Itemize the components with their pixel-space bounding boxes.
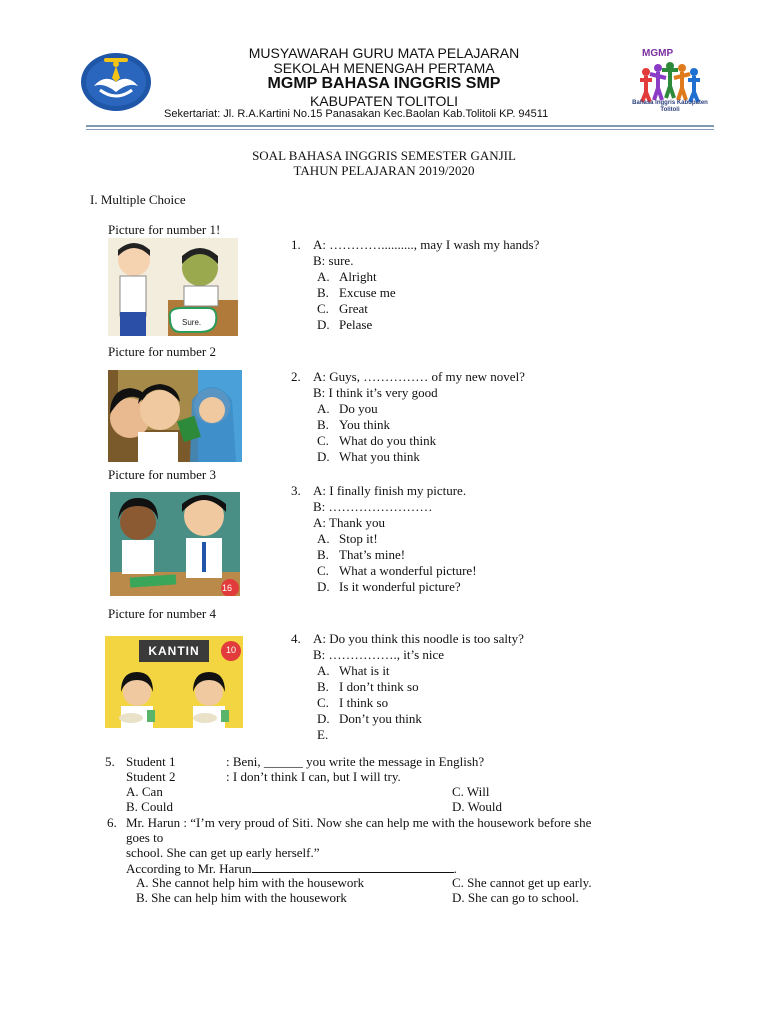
picture-1: [108, 238, 238, 336]
question-5-option-d[interactable]: D. Would: [452, 799, 502, 814]
question-5-student1-label: Student 1: [126, 754, 176, 769]
picture-4-page-badge: 10: [225, 645, 236, 655]
question-6-answer-blank[interactable]: [252, 860, 454, 873]
exam-title: SOAL BAHASA INGGRIS SEMESTER GANJIL: [252, 148, 516, 163]
question-3-line-b: B: ……………………: [313, 499, 433, 514]
picture-label-1: Picture for number 1!: [108, 222, 221, 237]
question-1-line-a: A: ………….........., may I wash my hands?: [313, 237, 540, 252]
header-rule-thin: [86, 129, 714, 130]
question-4-line-b: B: ……………., it’s nice: [313, 647, 445, 662]
question-1-option-b[interactable]: B. Excuse me: [317, 285, 396, 300]
picture-2: [108, 370, 242, 462]
question-6-option-b[interactable]: B. She can help him with the housework: [136, 890, 347, 905]
question-2-number: 2.: [291, 369, 301, 384]
question-3-option-a[interactable]: A. Stop it!: [317, 531, 378, 546]
picture-3: [110, 492, 240, 596]
question-1-option-a[interactable]: A. Alright: [317, 269, 377, 284]
question-6-option-c[interactable]: C. She cannot get up early.: [452, 875, 592, 890]
question-5-option-b[interactable]: B. Could: [126, 799, 173, 814]
question-4-number: 4.: [291, 631, 301, 646]
exam-year: TAHUN PELAJARAN 2019/2020: [293, 163, 475, 178]
right-logo-title: MGMP: [642, 48, 674, 59]
question-2-option-b[interactable]: B. You think: [317, 417, 391, 432]
question-4-option-a[interactable]: A. What is it: [317, 663, 390, 678]
question-6-line4: According to Mr. Harun .: [126, 861, 457, 876]
picture-label-3: Picture for number 3: [108, 467, 216, 482]
question-6-line2: goes to: [126, 830, 164, 845]
question-4-option-e[interactable]: E.: [317, 727, 329, 742]
picture-3-page-badge: 16: [222, 583, 233, 593]
question-6-option-d[interactable]: D. She can go to school.: [452, 890, 579, 905]
question-3: [291, 483, 611, 595]
question-4-option-c[interactable]: C. I think so: [317, 695, 389, 710]
question-2-option-d[interactable]: D. What you think: [317, 449, 420, 464]
question-1-option-c[interactable]: C. Great: [317, 301, 368, 316]
question-5-number: 5.: [105, 754, 115, 769]
question-5-student2-label: Student 2: [126, 769, 176, 784]
question-4-line-a: A: Do you think this noodle is too salty?: [313, 631, 524, 646]
question-5-option-c[interactable]: C. Will: [452, 784, 490, 799]
question-3-line-a: A: I finally finish my picture.: [313, 483, 467, 498]
header-rule-thick: [86, 125, 714, 127]
picture-1-bubble-text: Sure.: [182, 318, 202, 327]
question-1-number: 1.: [291, 237, 301, 252]
question-3-option-d[interactable]: D. Is it wonderful picture?: [317, 579, 461, 594]
question-1-line-b: B: sure.: [313, 253, 354, 268]
question-3-option-b[interactable]: B. That’s mine!: [317, 547, 406, 562]
header-line1: MUSYAWARAH GURU MATA PELAJARAN: [248, 45, 520, 61]
section-heading: I. Multiple Choice: [90, 192, 186, 207]
question-5-student1-text: : Beni, ______ you write the message in English?: [226, 754, 485, 769]
picture-4-sign-text: KANTIN: [148, 644, 200, 658]
question-2-option-c[interactable]: C. What do you think: [317, 433, 437, 448]
question-4-option-d[interactable]: D. Don’t you think: [317, 711, 422, 726]
question-2: [291, 369, 591, 465]
picture-label-2: Picture for number 2: [108, 344, 216, 359]
header-line4: KABUPATEN TOLITOLI: [309, 93, 459, 109]
question-6-number: 6.: [107, 815, 117, 830]
picture-4: [105, 636, 243, 728]
question-1-option-d[interactable]: D. Pelase: [317, 317, 373, 332]
question-1: [291, 237, 591, 333]
question-3-line-c: A: Thank you: [313, 515, 385, 530]
question-6-line3: school. She can get up early herself.”: [126, 845, 320, 860]
question-4: [291, 631, 611, 743]
question-6-stem: According to Mr. Harun: [126, 861, 252, 876]
right-logo: [628, 48, 712, 118]
question-2-line-a: A: Guys, …………… of my new novel?: [313, 369, 525, 384]
picture-label-4: Picture for number 4: [108, 606, 216, 621]
question-3-option-c[interactable]: C. What a wonderful picture!: [317, 563, 477, 578]
right-logo-arc-text: Bahasa Inggris Kabupaten Tolitoli: [632, 100, 708, 113]
header-address: Sekertariat: Jl. R.A.Kartini No.15 Panasakan Kec.Baolan Kab.Tolitoli KP. 94511: [164, 108, 549, 120]
question-3-number: 3.: [291, 483, 301, 498]
question-6-option-a[interactable]: A. She cannot help him with the housework: [136, 875, 365, 890]
question-2-option-a[interactable]: A. Do you: [317, 401, 378, 416]
question-5-student2-text: : I don’t think I can, but I will try.: [226, 769, 401, 784]
header-line2: SEKOLAH MENENGAH PERTAMA: [273, 60, 495, 76]
question-5-option-a[interactable]: A. Can: [126, 784, 163, 799]
question-2-line-b: B: I think it’s very good: [313, 385, 438, 400]
question-4-option-b[interactable]: B. I don’t think so: [317, 679, 419, 694]
header-line3: MGMP BAHASA INGGRIS SMP: [267, 75, 501, 92]
question-6-line1: Mr. Harun : “I’m very proud of Siti. Now she can help me with the housework before she: [126, 815, 592, 830]
